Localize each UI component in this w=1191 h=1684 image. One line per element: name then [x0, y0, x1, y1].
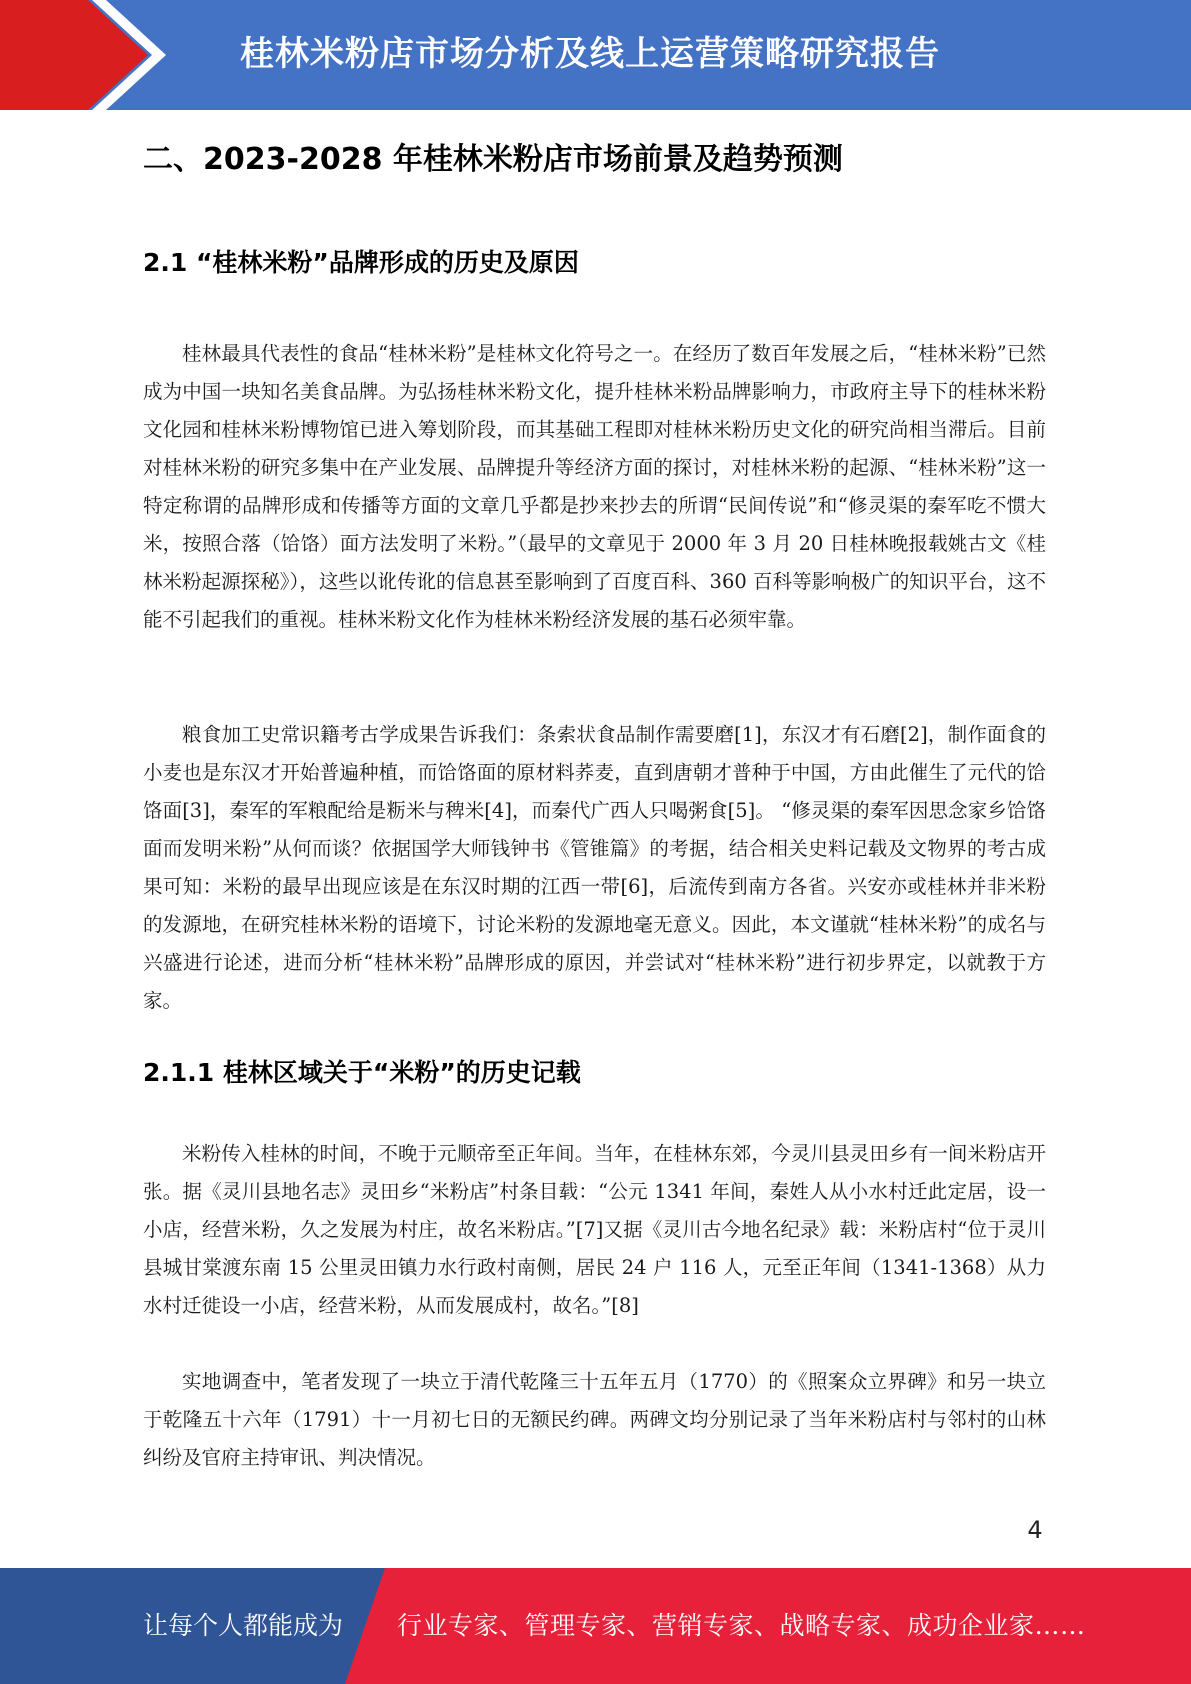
- section-heading: 二、2023-2028 年桂林米粉店市场前景及趋势预测: [143, 142, 843, 177]
- page-number: 4: [1027, 1516, 1043, 1544]
- page-header: [0, 0, 1191, 110]
- paragraph-2-1-1-2: 实地调查中，笔者发现了一块立于清代乾隆三十五年五月（1770）的《照案众立界碑》和另一块立于乾隆五十六年（1791）十一月初七日的无额民约碑。两碑文均分别记录了当年米粉店村与邻村的山林纠纷及官府主持审讯、判决情况。: [143, 1370, 1046, 1469]
- footer-slogan-right: 行业专家、管理专家、营销专家、战略专家、成功企业家……: [397, 1611, 1086, 1640]
- subsection-heading-2-1-1: 2.1.1 桂林区域关于“米粉”的历史记载: [143, 1058, 581, 1087]
- footer-slogan-left: 让每个人都能成为: [143, 1611, 344, 1640]
- header-title: 桂林米粉店市场分析及线上运营策略研究报告: [240, 34, 940, 74]
- paragraph-2-1-1: 桂林最具代表性的食品“桂林米粉”是桂林文化符号之一。在经历了数百年发展之后，“桂林米粉”已然成为中国一块知名美食品牌。为弘扬桂林米粉文化，提升桂林米粉品牌影响力，市政府主导下的桂林米粉文化园和桂林米粉博物馆已进入筹划阶段，而其基础工程即对桂林米粉历史文化的研究尚相当滞后。目前对桂林米粉的研究多集中在产业发展、品牌提升等经济方面的探讨，对桂林米粉的起源、“桂林米粉”这一特定称谓的品牌形成和传播等方面的文章几乎都是抄来抄去的所谓“民间传说”和“修灵渠的秦军吃不惯大米，按照合落（饸饹）面方法发明了米粉。”（最早的文章见于 2000 年 3 月 20 日桂林晚报载姚古文《桂林米粉起源探秘》），这些以讹传讹的信息甚至影响到了百度百科、360 百科等影响极广的知识平台，这不能不引起我们的重视。桂林米粉文化作为桂林米粉经济发展的基石必须牢靠。: [143, 342, 1046, 631]
- page-footer: [0, 1568, 1191, 1684]
- paragraph-2-1-2: 粮食加工史常识籍考古学成果告诉我们：条索状食品制作需要磨[1]，东汉才有石磨[2]，制作面食的小麦也是东汉才开始普遍种植，而饸饹面的原材料荞麦，直到唐朝才普种于中国，方由此催生了元代的饸饹面[3]，秦军的军粮配给是粝米与稗米[4]，而秦代广西人只喝粥食[5]。 “修灵渠的秦军因思念家乡饸饹面而发明米粉”从何而谈？依据国学大师钱钟书《管锥篇》的考据，结合相关史料记载及文物界的考古成果可知：米粉的最早出现应该是在东汉时期的江西一带[6]，后流传到南方各省。兴安亦或桂林并非米粉的发源地，在研究桂林米粉的语境下，讨论米粉的发源地毫无意义。因此，本文谨就“桂林米粉”的成名与兴盛进行论述，进而分析“桂林米粉”品牌形成的原因，并尝试对“桂林米粉”进行初步界定，以就教于方家。: [143, 723, 1046, 1012]
- paragraph-2-1-1-1: 米粉传入桂林的时间，不晚于元顺帝至正年间。当年，在桂林东郊，今灵川县灵田乡有一间米粉店开张。据《灵川县地名志》灵田乡“米粉店”村条目载：“公元 1341 年间，秦姓人从小水村迁此定居，设一小店，经营米粉，久之发展为村庄，故名米粉店。”[7]又据《灵川古今地名纪录》载：米粉店村“位于灵川县城甘棠渡东南 15 公里灵田镇力水行政村南侧，居民 24 户 116 人，元至正年间（1341-1368）从力水村迁徙设一小店，经营米粉，从而发展成村，故名。”[8]: [143, 1142, 1046, 1317]
- subsection-heading-2-1: 2.1 “桂林米粉”品牌形成的历史及原因: [143, 248, 579, 277]
